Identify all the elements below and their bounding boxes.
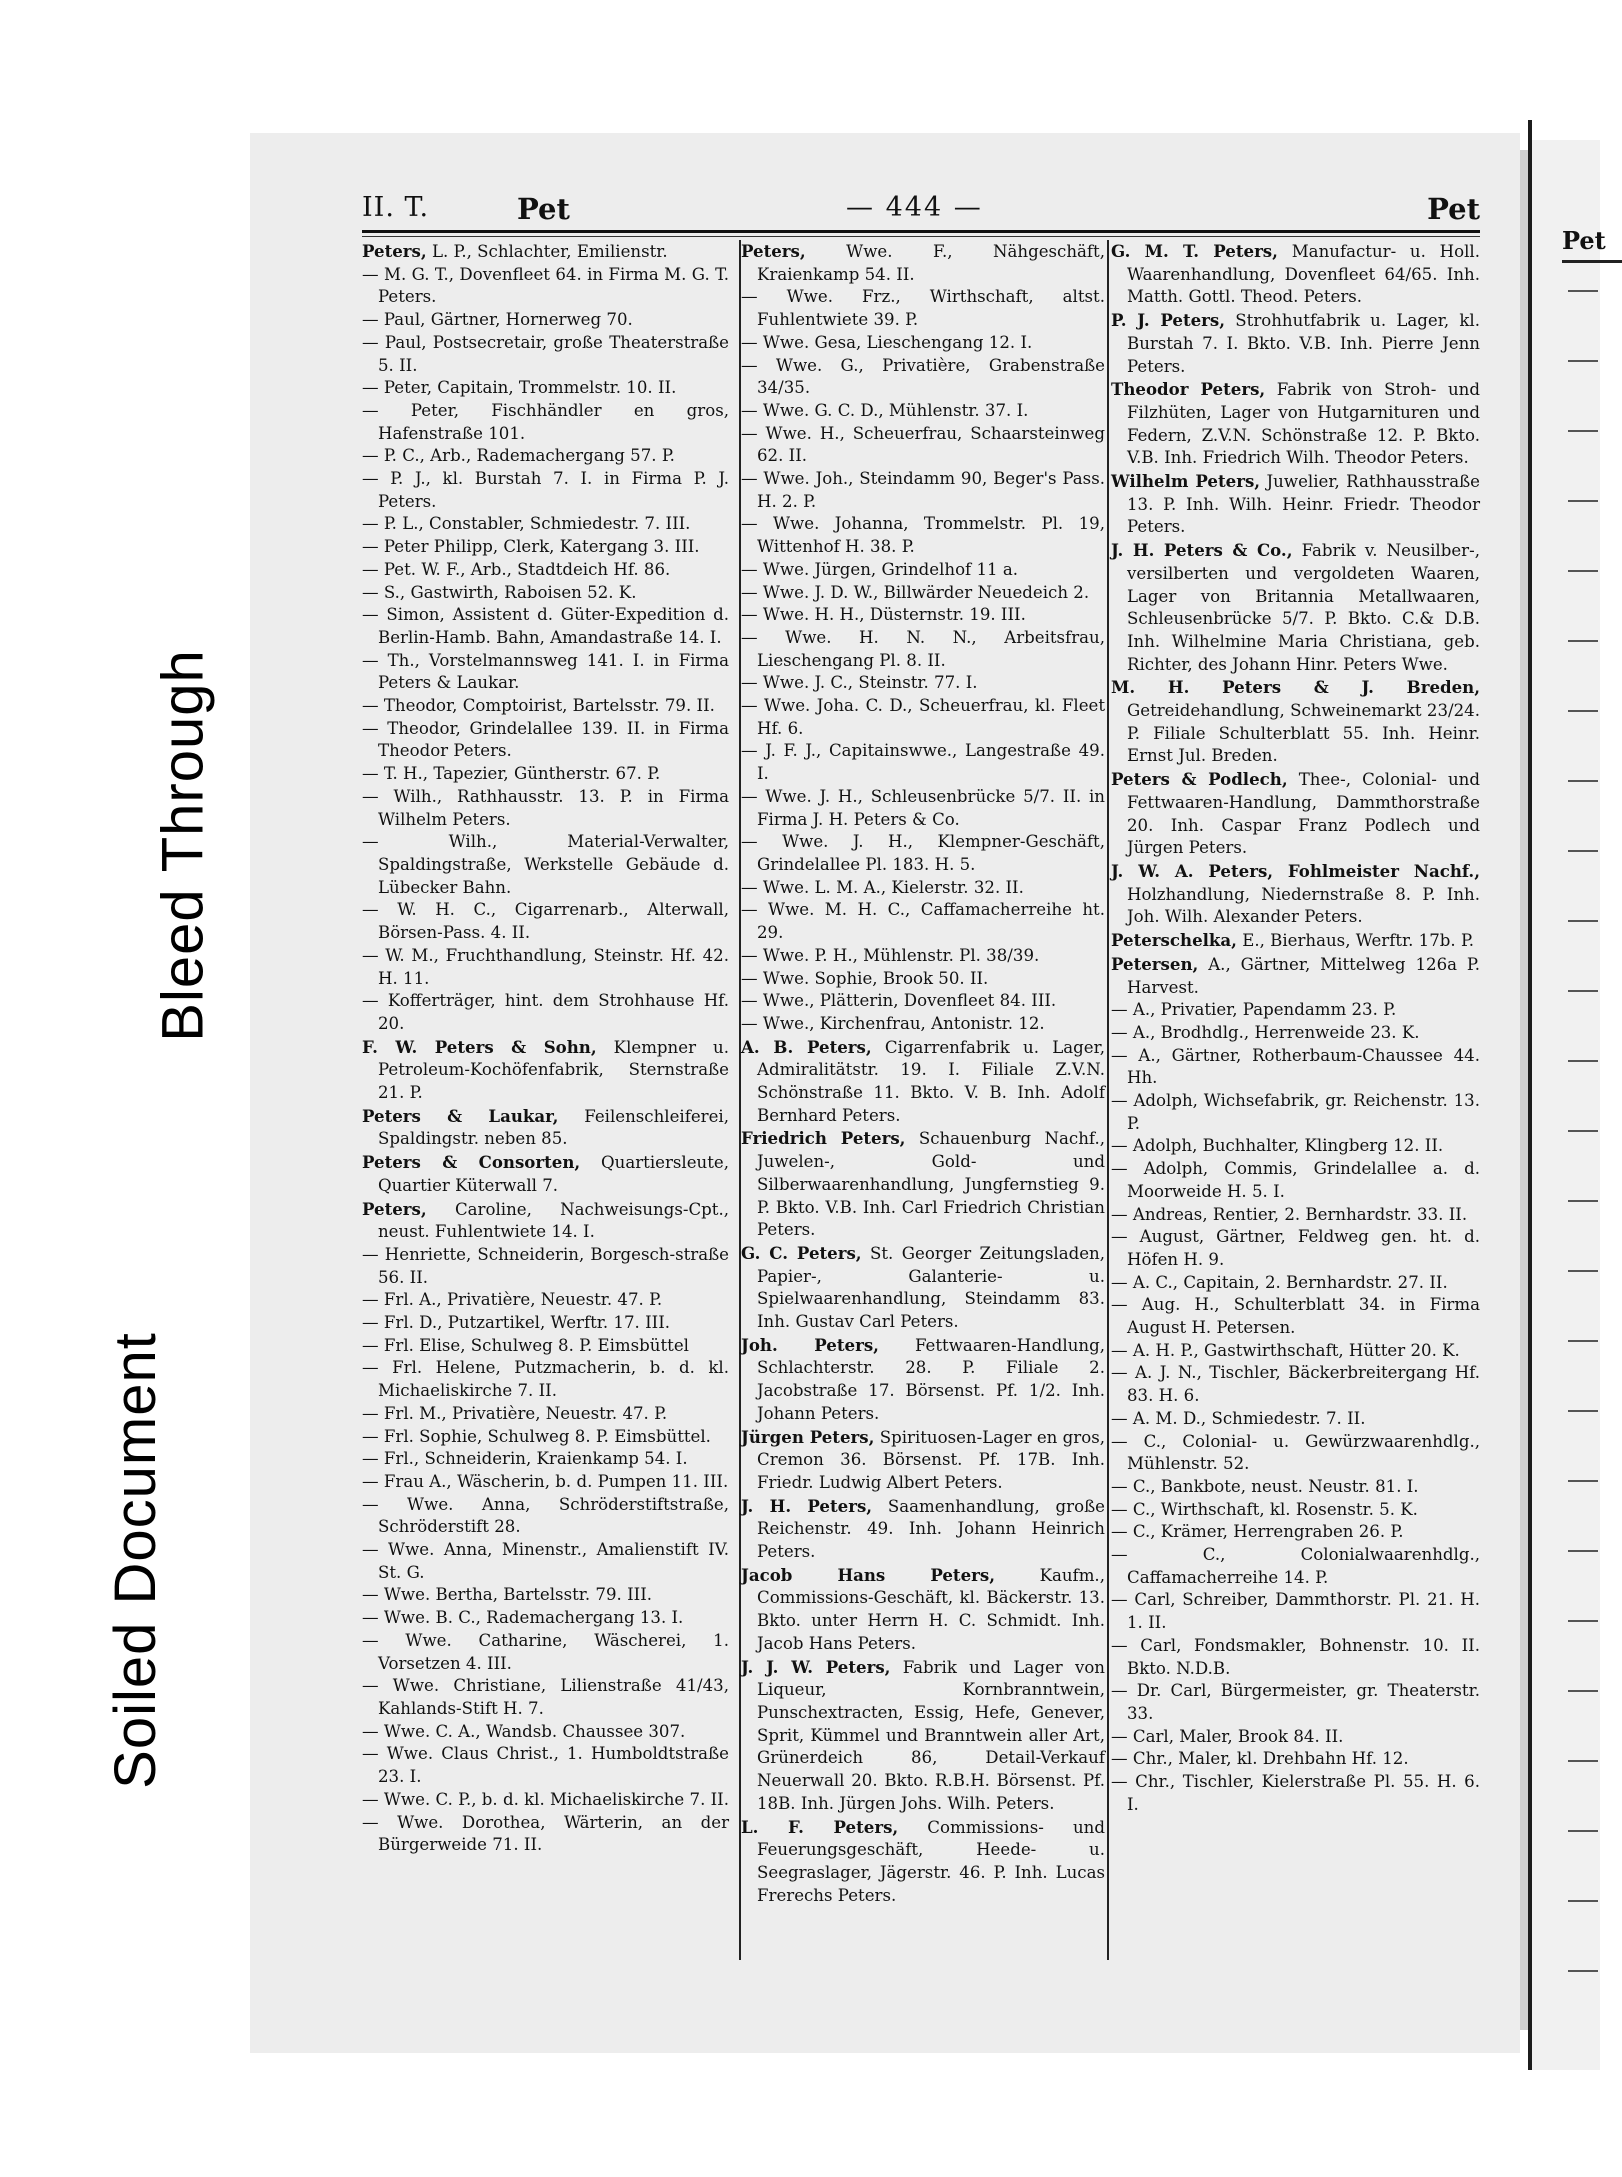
- directory-entry: [1111, 1272, 1480, 1295]
- entry-name: G. C. Peters,: [741, 1242, 862, 1263]
- entry-text: — Wwe. C. P., b. d. kl. Michaeliskirche 7. II.: [362, 1789, 730, 1809]
- entry-name: Petersen,: [1111, 953, 1199, 974]
- entry-text: Juwelier, Rathhausstraße 13. P. Inh. Wilh. Heinr. Friedr. Theodor Peters.: [1127, 472, 1480, 537]
- next-page-line: [1568, 1060, 1598, 1062]
- directory-entry: [1111, 1294, 1480, 1339]
- directory-entry: [741, 695, 1105, 740]
- running-head: [362, 192, 1480, 232]
- header-rule-thin: [362, 236, 1480, 237]
- directory-entry: [1111, 1204, 1480, 1227]
- directory-entry: [362, 445, 729, 468]
- entry-text: — Wilh., Material-Verwalter, Spaldingstraße, Werkstelle Gebäude d. Lübecker Bahn.: [362, 832, 729, 897]
- entry-text: Schauenburg Nachf., Juwelen-, Gold- und Silberwaarenhandlung, Jungfernstieg 9. P. Bkto. V.B. Inh. Carl Friedrich Christian Peters.: [757, 1129, 1105, 1240]
- directory-entry: [362, 559, 729, 582]
- entry-name: P. J. Peters,: [1111, 310, 1226, 331]
- entry-text: Fabrik und Lager von Liqueur, Kornbranntwein, Punschextracten, Essig, Hefe, Genever, Sprit, Kümmel und Branntwein aller Art, Grünerdeich 86, Detail-Verkauf Neuerwall 20. Bkto. R.B.H. Börsenst. Pf. 18B. Inh. Jürgen Johs. Wilh. Peters.: [757, 1657, 1105, 1813]
- entry-text: — Wwe. Joh., Steindamm 90, Beger's Pass. H. 2. P.: [741, 469, 1105, 511]
- directory-entry: [741, 968, 1105, 991]
- directory-entry: [1111, 1090, 1480, 1135]
- entry-text: — Wwe. H. H., Düsternstr. 19. III.: [741, 605, 1026, 625]
- next-page-line: [1568, 1410, 1598, 1412]
- entry-name: L. F. Peters,: [741, 1816, 899, 1837]
- entry-text: — Carl, Fondsmakler, Bohnenstr. 10. II. Bkto. N.D.B.: [1111, 1635, 1480, 1678]
- directory-entry: [1111, 1431, 1480, 1476]
- directory-entry: [741, 1656, 1105, 1816]
- directory-entry: [741, 1816, 1105, 1908]
- entry-text: — Wwe. Gesa, Lieschengang 12. I.: [741, 332, 1033, 352]
- directory-entry: [362, 400, 729, 445]
- directory-entry: [1111, 768, 1480, 860]
- entry-text: — Wilh., Rathhausstr. 13. P. in Firma Wilhelm Peters.: [362, 786, 729, 829]
- next-page-line: [1568, 1130, 1598, 1132]
- entry-name: Peters & Podlech,: [1111, 769, 1288, 790]
- entry-text: — Aug. H., Schulterblatt 34. in Firma August H. Petersen.: [1111, 1295, 1480, 1338]
- entry-text: — Frau A., Wäscherin, b. d. Pumpen 11. III.: [362, 1471, 729, 1491]
- directory-entry: [1111, 1544, 1480, 1589]
- directory-entry: [741, 627, 1105, 672]
- directory-entry: [1111, 1226, 1480, 1271]
- entry-text: — Frl. A., Privatière, Neuestr. 47. P.: [362, 1290, 663, 1310]
- directory-entry: [362, 1335, 729, 1358]
- next-page-line: [1568, 640, 1598, 642]
- directory-entry: [362, 1630, 729, 1675]
- directory-entry: [1111, 1408, 1480, 1431]
- entry-text: Fabrik v. Neusilber-, versilberten und vergoldeten Waaren, Lager von Britannia Metallwaaren, Schleusenbrücke 5/7. P. Bkto. C.& D.B. Inh. Wilhelmine Maria Christiana, geb. Richter, des Johann Hinr. Peters Wwe.: [1127, 541, 1480, 674]
- entry-name: G. M. T. Peters,: [1111, 241, 1278, 261]
- bleed-through-label: [128, 565, 238, 1125]
- directory-entry: [741, 740, 1105, 785]
- directory-entry: [741, 1426, 1105, 1495]
- directory-entry: [362, 240, 729, 264]
- directory-entry: [362, 536, 729, 559]
- entry-name: J. H. Peters,: [741, 1495, 873, 1516]
- entry-text: — A., Brodhdlg., Herrenweide 23. K.: [1111, 1022, 1420, 1042]
- entry-text: — Wwe. Johanna, Trommelstr. Pl. 19, Wittenhof H. 38. P.: [741, 514, 1105, 557]
- column-2: [741, 240, 1105, 1907]
- directory-entry: [741, 1013, 1105, 1036]
- next-page-rule: [1562, 260, 1622, 263]
- directory-entry: [362, 1105, 729, 1151]
- entry-name: Peters & Laukar,: [362, 1105, 559, 1126]
- entry-text: — Frl., Schneiderin, Kraienkamp 54. I.: [362, 1449, 688, 1469]
- directory-entry: [362, 1289, 729, 1312]
- entry-name: Wilhelm Peters,: [1111, 471, 1261, 492]
- next-page-line: [1568, 360, 1598, 362]
- directory-entry: [362, 695, 729, 718]
- directory-entry: [362, 1312, 729, 1335]
- entry-text: L. P., Schlachter, Emilienstr.: [426, 242, 668, 261]
- directory-entry: [362, 604, 729, 649]
- directory-entry: [362, 763, 729, 786]
- entry-text: Kaufm., Commissions-Geschäft, kl. Bäckerstr. 13. Bkto. unter Herrn H. C. Schmidt. Inh. Jacob Hans Peters.: [757, 1565, 1105, 1653]
- directory-entry: [362, 1448, 729, 1471]
- column-1: [362, 240, 729, 1857]
- bleed-through-text: Bleed Through: [150, 648, 216, 1042]
- directory-entry: [1111, 953, 1480, 999]
- entry-text: Klempner u. Petroleum-Kochöfenfabrik, Sternstraße 21. P.: [378, 1037, 729, 1103]
- next-page-line: [1568, 710, 1598, 712]
- directory-entry: [741, 240, 1105, 286]
- entry-name: A. B. Peters,: [741, 1036, 872, 1057]
- next-page-line: [1568, 570, 1598, 572]
- entry-text: — August, Gärtner, Feldweg gen. ht. d. Höfen H. 9.: [1111, 1227, 1480, 1269]
- entry-text: — Th., Vorstelmannsweg 141. I. in Firma Peters & Laukar.: [362, 650, 729, 693]
- entry-text: — A. C., Capitain, 2. Bernhardstr. 27. II.: [1111, 1272, 1448, 1292]
- directory-entry: [1111, 1135, 1480, 1158]
- entry-text: — Wwe. Dorothea, Wärterin, an der Bürgerweide 71. II.: [362, 1812, 729, 1855]
- soiled-document-label: [80, 1240, 190, 1880]
- directory-entry: [1111, 240, 1480, 309]
- entry-text: — Chr., Tischler, Kielerstraße Pl. 55. H. 6. I.: [1111, 1772, 1480, 1814]
- next-page-line: [1568, 1690, 1598, 1692]
- entry-text: — Adolph, Buchhalter, Klingberg 12. II.: [1111, 1136, 1444, 1156]
- entry-text: Spirituosen-Lager en gros, Cremon 36. Börsenst. Pf. 17B. Inh. Friedr. Ludwig Albert Peters.: [757, 1427, 1105, 1492]
- directory-entry: [1111, 309, 1481, 378]
- entry-text: — M. G. T., Dovenfleet 64. in Firma M. G. T. Peters.: [362, 264, 729, 307]
- directory-entry: [1111, 676, 1480, 768]
- entry-text: — Wwe. Catharine, Wäscherei, 1. Vorsetzen 4. III.: [362, 1630, 729, 1673]
- directory-entry: [1111, 1158, 1480, 1203]
- directory-entry: [362, 990, 729, 1035]
- next-page-line: [1568, 780, 1598, 782]
- directory-entry: [1111, 1521, 1480, 1544]
- directory-entry: [362, 718, 729, 763]
- entry-text: — Wwe. Jürgen, Grindelhof 11 a.: [741, 559, 1019, 579]
- next-page-line: [1568, 850, 1598, 852]
- entry-text: — C., Wirthschaft, kl. Rosenstr. 5. K.: [1111, 1499, 1418, 1519]
- directory-entry: [362, 1244, 729, 1289]
- directory-entry: [362, 264, 729, 309]
- entry-text: Saamenhandlung, große Reichenstr. 49. Inh. Johann Heinrich Peters.: [757, 1496, 1105, 1562]
- next-page-line: [1568, 1340, 1598, 1342]
- entry-text: St. Georger Zeitungsladen, Papier-, Galanterie- u. Spielwaarenhandlung, Steindamm 83. Inh. Gustav Carl Peters.: [757, 1243, 1106, 1332]
- entry-text: Fabrik von Stroh- und Filzhüten, Lager von Hutgarnituren und Federn, Z.V.N. Schönstraße 12. P. Bkto. V.B. Inh. Friedrich Wilh. Theodor Peters.: [1127, 380, 1480, 468]
- entry-name: F. W. Peters & Sohn,: [362, 1036, 597, 1057]
- directory-entry: [362, 1471, 729, 1494]
- entry-text: — Peter, Capitain, Trommelstr. 10. II.: [362, 378, 677, 398]
- entry-text: — Theodor, Grindelallee 139. II. in Firma Theodor Peters.: [362, 718, 729, 761]
- directory-entry: [1111, 1476, 1480, 1499]
- entry-text: — Peter, Fischhändler en gros, Hafenstraße 101.: [362, 400, 729, 443]
- directory-entry: [362, 1151, 729, 1197]
- entry-text: Getreidehandlung, Schweinemarkt 23/24. P. Filiale Schulterblatt 55. Inh. Heinr. Ernst Jul. Breden.: [1127, 701, 1480, 766]
- entry-text: — Wwe. H., Scheuerfrau, Schaarsteinweg 62. II.: [741, 423, 1105, 466]
- entry-text: — Wwe. J. D. W., Billwärder Neuedeich 2.: [741, 582, 1090, 602]
- section-label: II. T.: [362, 192, 430, 223]
- entry-text: — Wwe. Sophie, Brook 50. II.: [741, 968, 989, 988]
- next-page-line: [1568, 920, 1598, 922]
- directory-entry: [362, 899, 729, 944]
- directory-entry: [1111, 1045, 1480, 1090]
- next-page-line: [1568, 1830, 1598, 1832]
- entry-text: — Wwe. M. H. C., Caffamacherreihe ht. 29.: [741, 900, 1105, 943]
- entry-text: — Frl. Sophie, Schulweg 8. P. Eimsbüttel.: [362, 1426, 711, 1446]
- directory-entry: [1111, 378, 1480, 470]
- entry-text: — P. C., Arb., Rademachergang 57. P.: [362, 446, 675, 466]
- entry-text: — Wwe. C. A., Wandsb. Chaussee 307.: [362, 1721, 686, 1741]
- entry-text: Caroline, Nachweisungs-Cpt., neust. Fuhlentwiete 14. I.: [378, 1199, 729, 1242]
- directory-entry: [362, 1789, 730, 1812]
- entry-text: — Andreas, Rentier, 2. Bernhardstr. 33. II.: [1111, 1204, 1468, 1224]
- directory-entry: [741, 877, 1105, 900]
- entry-text: — A. H. P., Gastwirthschaft, Hütter 20. K.: [1111, 1340, 1460, 1360]
- column-3: [1111, 240, 1480, 1817]
- directory-entry: [362, 1198, 729, 1244]
- directory-entry: [741, 831, 1105, 876]
- directory-entry: [362, 377, 729, 400]
- entry-text: — Pet. W. F., Arb., Stadtdeich Hf. 86.: [362, 559, 671, 579]
- directory-entry: [1111, 1589, 1480, 1634]
- directory-entry: [362, 332, 729, 377]
- directory-entry: [741, 899, 1105, 944]
- entry-text: — Wwe. J. H., Schleusenbrücke 5/7. II. in Firma J. H. Peters & Co.: [741, 786, 1105, 829]
- entry-text: Fettwaaren-Handlung, Schlachterstr. 28. P. Filiale 2. Jacobstraße 17. Börsenst. Pf. 1/2. Inh. Johann Peters.: [757, 1335, 1106, 1423]
- directory-entry: [362, 582, 729, 605]
- entry-text: E., Bierhaus, Werftr. 17b. P.: [1236, 931, 1475, 951]
- entry-text: — Wwe. G., Privatière, Grabenstraße 34/35.: [741, 355, 1105, 398]
- page-edge: [1520, 150, 1528, 2030]
- directory-entry: [362, 1812, 729, 1857]
- directory-entry: [362, 786, 729, 831]
- directory-entry: [741, 513, 1105, 558]
- directory-entry: [741, 1036, 1106, 1128]
- entry-text: — Paul, Postsecretair, große Theaterstraße 5. II.: [362, 332, 729, 375]
- soiled-document-text: Soiled Document: [102, 1331, 168, 1789]
- entry-text: Cigarrenfabrik u. Lager, Admiralitätstr. 19. I. Filiale Z.V.N. Schönstraße 11. Bkto. V. B. Inh. Adolf Bernhard Peters.: [757, 1037, 1106, 1125]
- entry-text: — Wwe. P. H., Mühlenstr. Pl. 38/39.: [741, 945, 1040, 965]
- column-divider: [1107, 240, 1109, 1960]
- entry-text: Feilenschleiferei, Spaldingstr. neben 85.: [378, 1106, 729, 1149]
- entry-name: Peterschelka,: [1111, 930, 1237, 951]
- directory-entry: [1111, 539, 1480, 676]
- next-page-head: Pet: [1562, 226, 1606, 255]
- next-page-line: [1568, 1900, 1598, 1902]
- directory-entry: [1111, 999, 1480, 1022]
- entry-name: Friedrich Peters,: [741, 1128, 906, 1149]
- entry-text: — Wwe. Bertha, Bartelsstr. 79. III.: [362, 1585, 653, 1605]
- entry-text: — A., Privatier, Papendamm 23. P.: [1111, 1000, 1397, 1020]
- entry-text: — Frl. D., Putzartikel, Werftr. 17. III.: [362, 1313, 671, 1333]
- directory-entry: [362, 945, 729, 990]
- next-page-line: [1568, 1760, 1598, 1762]
- entry-text: — Kofferträger, hint. dem Strohhause Hf. 20.: [362, 991, 729, 1033]
- directory-entry: [741, 945, 1105, 968]
- directory-entry: [1111, 1748, 1480, 1771]
- entry-name: J. W. A. Peters, Fohlmeister Nachf.,: [1111, 860, 1480, 881]
- entry-text: Strohhutfabrik u. Lager, kl. Burstah 7. I. Bkto. V.B. Inh. Pierre Jenn Peters.: [1127, 311, 1481, 376]
- entry-text: Commissions- und Feuerungsgeschäft, Heede- u. Seegraslager, Jägerstr. 46. P. Inh. Lucas Frerechs Peters.: [757, 1817, 1105, 1905]
- entry-text: — Wwe. Joha. C. D., Scheuerfrau, kl. Fleet Hf. 6.: [741, 696, 1105, 738]
- next-page-line: [1568, 1270, 1598, 1272]
- entry-text: — Wwe. Anna, Schröderstiftstraße, Schröderstift 28.: [362, 1494, 729, 1537]
- entry-name: Joh. Peters,: [741, 1334, 879, 1355]
- directory-entry: [1111, 1362, 1480, 1407]
- entry-text: — Chr., Maler, kl. Drehbahn Hf. 12.: [1111, 1749, 1409, 1769]
- entry-text: — A. J. N., Tischler, Bäckerbreitergang Hf. 83. H. 6.: [1111, 1363, 1480, 1406]
- entry-text: — C., Colonialwaarenhdlg., Caffamacherreihe 14. P.: [1111, 1545, 1480, 1587]
- directory-entry: [362, 1743, 729, 1788]
- next-page-line: [1568, 990, 1598, 992]
- directory-entry: [1111, 1771, 1480, 1816]
- entry-text: — Peter Philipp, Clerk, Katergang 3. III.: [362, 537, 700, 557]
- directory-entry: [741, 559, 1105, 582]
- directory-entry: [741, 332, 1105, 355]
- entry-text: — P. L., Constabler, Schmiedestr. 7. III.: [362, 514, 691, 534]
- directory-entry: [741, 423, 1105, 468]
- directory-entry: [741, 786, 1105, 831]
- directory-entry: [362, 309, 729, 332]
- entry-name: Jürgen Peters,: [741, 1426, 875, 1447]
- left-catchword: Pet: [517, 192, 570, 226]
- entry-text: — Adolph, Commis, Grindelallee a. d. Moorweide H. 5. I.: [1111, 1159, 1480, 1201]
- directory-entry: [741, 1334, 1106, 1426]
- entry-name: Peters,: [741, 241, 806, 261]
- directory-entry: [741, 400, 1105, 423]
- directory-entry: [362, 650, 729, 695]
- directory-entry: [1111, 860, 1480, 929]
- entry-text: — Wwe. G. C. D., Mühlenstr. 37. I.: [741, 400, 1029, 420]
- directory-entry: [1111, 1635, 1480, 1680]
- entry-name: M. H. Peters & J. Breden,: [1111, 677, 1480, 698]
- next-page-line: [1568, 500, 1598, 502]
- entry-name: Peters & Consorten,: [362, 1152, 581, 1173]
- entry-text: — C., Krämer, Herrengraben 26. P.: [1111, 1522, 1404, 1542]
- entry-text: — C., Colonial- u. Gewürzwaarenhdlg., Mühlenstr. 52.: [1111, 1431, 1480, 1474]
- entry-text: — Wwe. H. N. N., Arbeitsfrau, Lieschengang Pl. 8. II.: [741, 627, 1105, 670]
- entry-text: — S., Gastwirth, Raboisen 52. K.: [362, 582, 637, 602]
- directory-entry: [362, 1721, 729, 1744]
- directory-entry: [741, 604, 1105, 627]
- directory-entry: [362, 831, 729, 899]
- directory-entry: [741, 468, 1105, 513]
- entry-text: Holzhandlung, Niedernstraße 8. P. Inh. Joh. Wilh. Alexander Peters.: [1127, 884, 1480, 927]
- entry-text: — Frl. M., Privatière, Neuestr. 47. P.: [362, 1403, 668, 1423]
- entry-name: J. H. Peters & Co.,: [1111, 540, 1293, 561]
- directory-entry: [741, 1127, 1105, 1242]
- directory-entry: [741, 1564, 1105, 1656]
- entry-text: — Carl, Schreiber, Dammthorstr. Pl. 21. H. 1. II.: [1111, 1590, 1480, 1633]
- directory-entry: [1111, 1726, 1480, 1749]
- entry-name: J. J. W. Peters,: [741, 1656, 891, 1677]
- header-rule: [362, 230, 1480, 233]
- next-page-line: [1568, 430, 1598, 432]
- next-page-line: [1568, 1970, 1598, 1972]
- entry-text: — A. M. D., Schmiedestr. 7. II.: [1111, 1408, 1366, 1428]
- next-page-line: [1568, 1550, 1598, 1552]
- directory-entry: [362, 468, 729, 513]
- directory-entry: [1111, 470, 1480, 539]
- page-number: — 444 —: [846, 192, 983, 223]
- next-page-strip: [1532, 140, 1606, 2070]
- entry-text: — Simon, Assistent d. Güter-Expedition d. Berlin-Hamb. Bahn, Amandastraße 14. I.: [362, 605, 729, 647]
- entry-text: Wwe. F., Nähgeschäft, Kraienkamp 54. II.: [757, 242, 1105, 284]
- directory-entry: [362, 1675, 729, 1720]
- entry-text: — Wwe. Christiane, Lilienstraße 41/43, Kahlands-Stift H. 7.: [362, 1676, 729, 1718]
- entry-text: — Wwe. J. C., Steinstr. 77. I.: [741, 673, 978, 693]
- entry-text: — Frl. Helene, Putzmacherin, b. d. kl. Michaeliskirche 7. II.: [362, 1358, 729, 1401]
- directory-entry: [362, 1426, 729, 1449]
- directory-entry: [362, 1584, 729, 1607]
- entry-text: — Frl. Elise, Schulweg 8. P. Eimsbüttel: [362, 1335, 689, 1355]
- entry-text: — Wwe., Kirchenfrau, Antonistr. 12.: [741, 1013, 1045, 1033]
- directory-entry: [1111, 929, 1480, 953]
- entry-text: — T. H., Tapezier, Güntherstr. 67. P.: [362, 764, 661, 784]
- entry-name: Theodor Peters,: [1111, 379, 1266, 400]
- entry-text: Quartiersleute, Quartier Küterwall 7.: [378, 1153, 729, 1195]
- entry-text: — Henriette, Schneiderin, Borgesch-straße 56. II.: [362, 1244, 729, 1287]
- entry-text: A., Gärtner, Mittelweg 126a P. Harvest.: [1127, 954, 1480, 997]
- directory-entry: [741, 1495, 1105, 1564]
- directory-entry: [741, 582, 1105, 605]
- entry-name: Jacob Hans Peters,: [741, 1564, 996, 1585]
- entry-text: — C., Bankbote, neust. Neustr. 81. I.: [1111, 1476, 1419, 1496]
- entry-text: — Theodor, Comptoirist, Bartelsstr. 79. II.: [362, 696, 715, 716]
- next-page-line: [1568, 1200, 1598, 1202]
- entry-text: — P. J., kl. Burstah 7. I. in Firma P. J. Peters.: [362, 469, 729, 511]
- directory-entry: [741, 286, 1105, 331]
- entry-text: — Wwe. Claus Christ., 1. Humboldtstraße 23. I.: [362, 1744, 729, 1787]
- entry-text: — A., Gärtner, Rotherbaum-Chaussee 44. Hh.: [1111, 1045, 1480, 1088]
- directory-entry: [362, 1403, 729, 1426]
- entry-text: — Dr. Carl, Bürgermeister, gr. Theaterstr. 33.: [1111, 1681, 1480, 1723]
- entry-text: — Wwe. J. H., Klempner-Geschäft, Grindelallee Pl. 183. H. 5.: [741, 832, 1105, 874]
- entry-text: — W. H. C., Cigarrenarb., Alterwall, Börsen-Pass. 4. II.: [362, 900, 729, 943]
- directory-entry: [362, 1357, 729, 1402]
- entry-name: Peters,: [362, 241, 427, 261]
- directory-entry: [1111, 1340, 1480, 1363]
- entry-text: — Carl, Maler, Brook 84. II.: [1111, 1726, 1344, 1746]
- entry-text: — W. M., Fruchthandlung, Steinstr. Hf. 42. H. 11.: [362, 945, 729, 988]
- entry-text: — Paul, Gärtner, Hornerweg 70.: [362, 310, 633, 330]
- directory-entry: [741, 672, 1105, 695]
- directory-entry: [362, 1539, 729, 1584]
- entry-name: Peters,: [362, 1198, 427, 1219]
- directory-entry: [362, 1036, 729, 1105]
- next-page-line: [1568, 290, 1598, 292]
- entry-text: — Wwe. Frz., Wirthschaft, altst. Fuhlentwiete 39. P.: [741, 287, 1105, 330]
- entry-text: — Wwe. B. C., Rademachergang 13. I.: [362, 1608, 684, 1628]
- entry-text: — J. F. J., Capitainswwe., Langestraße 49. I.: [741, 741, 1105, 784]
- directory-entry: [1111, 1022, 1480, 1045]
- entry-text: Manufactur- u. Holl. Waarenhandlung, Dovenfleet 64/65. Inh. Matth. Gottl. Theod. Peters.: [1127, 242, 1480, 307]
- directory-entry: [362, 513, 729, 536]
- entry-text: Thee-, Colonial- und Fettwaaren-Handlung, Dammthorstraße 20. Inh. Caspar Franz Podlech und Jürgen Peters.: [1127, 770, 1480, 858]
- directory-entry: [362, 1494, 729, 1539]
- entry-text: — Wwe., Plätterin, Dovenfleet 84. III.: [741, 991, 1057, 1011]
- entry-text: — Adolph, Wichsefabrik, gr. Reichenstr. 13. P.: [1111, 1091, 1480, 1133]
- right-catchword: Pet: [1427, 192, 1480, 226]
- directory-entry: [1111, 1499, 1480, 1522]
- entry-text: — Wwe. L. M. A., Kielerstr. 32. II.: [741, 877, 1024, 897]
- directory-entry: [741, 990, 1105, 1013]
- next-page-line: [1568, 1480, 1598, 1482]
- directory-entry: [741, 355, 1105, 400]
- directory-entry: [1111, 1680, 1480, 1725]
- entry-text: — Wwe. Anna, Minenstr., Amalienstift IV. St. G.: [362, 1540, 729, 1582]
- directory-entry: [362, 1607, 729, 1630]
- directory-entry: [741, 1242, 1106, 1334]
- next-page-line: [1568, 1620, 1598, 1622]
